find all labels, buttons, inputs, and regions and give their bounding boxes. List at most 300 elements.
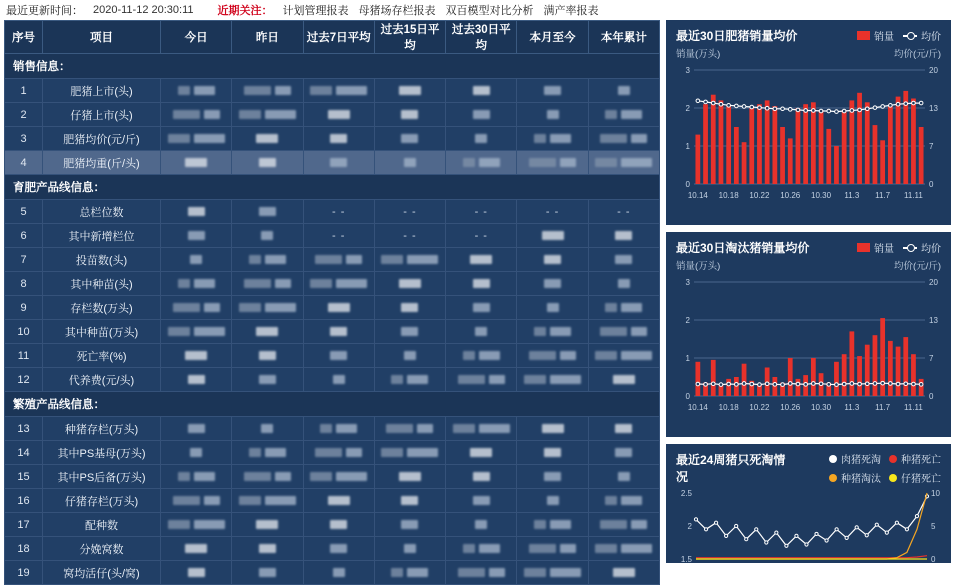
redacted-value [550,327,571,336]
link-sow-farm-report[interactable]: 母猪场存栏报表 [358,5,436,17]
row-value-cell [232,248,303,272]
redacted-value [544,86,561,95]
svg-text:1: 1 [685,354,690,363]
chart2-legend-price[interactable] [903,240,941,255]
row-label: 种猪存栏(万头) [43,417,161,441]
redacted-value [168,134,190,143]
row-value-cell [446,151,517,175]
redacted-value [560,544,576,553]
row-index: 14 [5,441,43,465]
redacted-value [275,86,291,95]
row-value-cell [517,561,588,585]
row-value-cell [588,417,659,441]
redacted-value [458,568,485,577]
col-avg15[interactable]: 过去15日平均 [374,21,445,54]
redacted-value [529,544,556,553]
row-value-cell [161,320,232,344]
redacted-value [399,279,421,288]
redacted-value [613,375,635,384]
row-label: 代养费(元/头) [43,368,161,392]
redacted-value [261,231,273,240]
row-value-cell [517,441,588,465]
row-value-cell [303,537,374,561]
table-row[interactable] [5,513,660,537]
table-header [5,21,660,54]
table-row[interactable] [5,224,660,248]
row-index: 6 [5,224,43,248]
redacted-value [265,448,286,457]
table-section-title: 繁殖产品线信息： [5,392,660,417]
redacted-value [185,544,207,553]
chart1-header [666,20,951,46]
svg-text:2: 2 [687,522,692,531]
row-label: 配种数 [43,513,161,537]
redacted-value [399,472,421,481]
row-value-cell [232,513,303,537]
table-row[interactable] [5,344,660,368]
link-capacity-report[interactable]: 满产率报表 [543,5,599,17]
row-label: 肥猪上市(头) [43,79,161,103]
row-value-cell [588,561,659,585]
row-value-cell [303,296,374,320]
row-value-cell [588,103,659,127]
redacted-value [194,134,225,143]
redacted-value [595,544,617,553]
table-row[interactable] [5,296,660,320]
svg-text:2: 2 [685,104,690,113]
redacted-value [473,303,490,312]
line-swatch-icon [903,35,917,37]
table-row[interactable] [5,151,660,175]
row-value-cell [517,151,588,175]
table-row[interactable] [5,103,660,127]
col-year-to-date[interactable]: 本年累计 [588,21,659,54]
redacted-value [310,86,332,95]
chart2-svg [672,274,945,414]
redacted-value [407,375,428,384]
row-label: 其中种苗(万头) [43,320,161,344]
row-value-cell [374,537,445,561]
row-value-cell: - - [303,200,374,224]
row-value-cell [161,489,232,513]
redacted-value [473,110,490,119]
redacted-value [328,110,350,119]
redacted-value [194,327,225,336]
redacted-value [605,110,617,119]
row-value-cell [374,248,445,272]
row-value-cell [161,151,232,175]
row-value-cell [446,248,517,272]
redacted-value [479,158,500,167]
chart-card-pig-death-rate [666,444,951,563]
table-row[interactable] [5,320,660,344]
row-value-cell [303,272,374,296]
redacted-value [605,496,617,505]
row-value-cell [588,224,659,248]
redacted-value [473,86,490,95]
redacted-value [336,279,367,288]
chart3-title: 最近24周猪只死淘情况 [676,453,786,484]
row-value-cell [446,513,517,537]
row-value-cell [517,320,588,344]
redacted-value [204,110,220,119]
row-value-cell [303,513,374,537]
row-value-cell [446,368,517,392]
row-value-cell [232,441,303,465]
row-value-cell [517,465,588,489]
chart3-legend-meat-death-label: 肉猪死淘 [841,455,881,466]
chart3-legend-meat-death[interactable] [829,451,881,466]
row-value-cell [161,103,232,127]
row-value-cell [517,417,588,441]
table-row[interactable] [5,417,660,441]
metrics-table [4,20,660,585]
row-value-cell [517,248,588,272]
row-value-cell: - - [446,224,517,248]
table-row[interactable] [5,200,660,224]
redacted-value [244,279,271,288]
chart3-legend-breed-cull[interactable] [829,470,881,485]
row-index: 18 [5,537,43,561]
redacted-value [330,158,347,167]
row-value-cell [374,127,445,151]
row-value-cell [303,79,374,103]
redacted-value [328,496,350,505]
row-value-cell [232,417,303,441]
row-value-cell: - - [374,200,445,224]
row-value-cell [374,272,445,296]
update-time-value: 2020-11-12 20:30:11 [93,4,194,16]
chart3-legend-breed-death[interactable] [889,451,941,466]
redacted-value [239,496,261,505]
col-index[interactable]: 序号 [5,21,43,54]
row-value-cell [374,561,445,585]
row-value-cell [303,441,374,465]
redacted-value [386,424,413,433]
table-row[interactable] [5,489,660,513]
row-value-cell [161,417,232,441]
redacted-value [265,110,296,119]
redacted-value [473,496,490,505]
redacted-value [259,544,276,553]
redacted-value [401,520,418,529]
row-value-cell [374,489,445,513]
redacted-value [544,255,561,264]
table-row[interactable] [5,368,660,392]
row-value-cell [588,320,659,344]
redacted-value [550,375,581,384]
row-value-cell [374,344,445,368]
dot-swatch-icon [889,474,897,482]
svg-text:10.22: 10.22 [749,191,770,200]
row-value-cell [303,248,374,272]
redacted-value [470,255,492,264]
redacted-value [381,255,403,264]
redacted-value [534,520,546,529]
chart1-plot[interactable] [666,60,951,206]
redacted-value [265,255,286,264]
svg-text:7: 7 [929,142,934,151]
dot-swatch-icon [829,474,837,482]
chart2-legend-volume-label: 销量 [874,244,894,255]
chart1-legend-volume-label: 销量 [874,32,894,43]
redacted-value [615,448,632,457]
table-row[interactable] [5,537,660,561]
row-value-cell [374,79,445,103]
redacted-value [479,351,500,360]
redacted-value [605,303,617,312]
dot-swatch-icon [889,455,897,463]
table-row[interactable] [5,465,660,489]
row-value-cell [303,417,374,441]
redacted-value [534,327,546,336]
redacted-value [346,255,362,264]
redacted-value [391,568,403,577]
chart1-axis-titles [666,46,951,60]
redacted-value [560,351,576,360]
redacted-value [399,86,421,95]
redacted-value [479,424,510,433]
redacted-value [188,568,205,577]
redacted-value [330,327,347,336]
svg-text:13: 13 [929,316,938,325]
redacted-value [547,496,559,505]
svg-text:10.30: 10.30 [811,191,832,200]
row-index: 3 [5,127,43,151]
table-section-title: 育肥产品线信息： [5,175,660,200]
col-item[interactable]: 项目 [43,21,161,54]
redacted-value [534,134,546,143]
chart1-legend-price[interactable] [903,28,941,43]
svg-text:10.14: 10.14 [687,191,708,200]
link-plan-report[interactable]: 计划管理报表 [282,5,349,17]
col-today[interactable]: 今日 [161,21,232,54]
redacted-value [194,86,215,95]
row-value-cell [446,272,517,296]
row-value-cell [374,513,445,537]
row-value-cell [161,465,232,489]
metrics-table-pane[interactable] [4,20,660,580]
svg-text:0: 0 [929,392,934,401]
redacted-value [544,472,561,481]
svg-text:10.18: 10.18 [718,191,739,200]
redacted-value [621,351,652,360]
dot-swatch-icon [829,455,837,463]
redacted-value [618,472,630,481]
row-value-cell [517,489,588,513]
redacted-value [194,279,215,288]
row-index: 19 [5,561,43,585]
row-value-cell [374,368,445,392]
svg-text:2: 2 [685,316,690,325]
svg-text:13: 13 [929,104,938,113]
redacted-value [194,520,225,529]
row-label: 仔猪存栏(万头) [43,489,161,513]
redacted-value [185,351,207,360]
redacted-value [475,520,487,529]
table-section-header [5,392,660,417]
row-value-cell: - - [303,224,374,248]
row-value-cell [374,296,445,320]
redacted-value [453,424,475,433]
redacted-value [330,351,347,360]
table-row[interactable] [5,248,660,272]
table-section-header [5,54,660,79]
redacted-value [470,448,492,457]
chart-card-fat-pig-sales [666,20,951,225]
row-value-cell: - - [374,224,445,248]
redacted-value [550,134,571,143]
svg-text:10.26: 10.26 [780,191,801,200]
line-swatch-icon [903,247,917,249]
redacted-value [600,134,627,143]
row-index: 11 [5,344,43,368]
table-body [5,54,660,585]
chart3-svg [672,487,945,565]
svg-text:0: 0 [685,392,690,401]
chart3-legend [791,451,941,485]
redacted-value [524,568,546,577]
redacted-value [401,134,418,143]
row-index: 10 [5,320,43,344]
redacted-value [381,448,403,457]
bar-swatch-icon [857,31,870,40]
row-label: 其中PS基母(万头) [43,441,161,465]
redacted-value [336,424,357,433]
row-value-cell [232,537,303,561]
row-index: 16 [5,489,43,513]
row-label: 肥猪均重(斤/头) [43,151,161,175]
row-value-cell [517,537,588,561]
row-value-cell [232,489,303,513]
row-value-cell: - - [446,200,517,224]
redacted-value [249,255,261,264]
row-value-cell [588,272,659,296]
col-avg7[interactable]: 过去7日平均 [303,21,374,54]
redacted-value [529,351,556,360]
row-value-cell [517,103,588,127]
redacted-value [600,520,627,529]
svg-text:10.30: 10.30 [811,403,832,412]
row-value-cell [588,368,659,392]
row-value-cell [232,296,303,320]
chart3-legend-piglet-death-label: 仔猪死亡 [901,474,941,485]
col-month-to-date[interactable]: 本月至今 [517,21,588,54]
main-content [0,20,955,580]
redacted-value [178,279,190,288]
row-label: 存栏数(万头) [43,296,161,320]
row-value-cell [588,127,659,151]
table-row[interactable] [5,272,660,296]
row-index: 13 [5,417,43,441]
link-model-compare[interactable]: 双百模型对比分析 [445,5,534,17]
chart1-title: 最近30日肥猪销量均价 [676,29,798,43]
table-row[interactable] [5,561,660,585]
redacted-value [188,375,205,384]
redacted-value [479,544,500,553]
redacted-value [275,279,291,288]
redacted-value [330,134,347,143]
redacted-value [188,231,205,240]
redacted-value [615,255,632,264]
table-row[interactable] [5,79,660,103]
redacted-value [407,255,438,264]
row-value-cell [161,224,232,248]
col-yesterday[interactable]: 昨日 [232,21,303,54]
row-label: 窝均活仔(头/窝) [43,561,161,585]
redacted-value [547,303,559,312]
redacted-value [333,375,345,384]
row-value-cell [303,561,374,585]
row-index: 15 [5,465,43,489]
row-value-cell [517,368,588,392]
redacted-value [320,424,332,433]
redacted-value [188,424,205,433]
row-value-cell [446,127,517,151]
redacted-value [190,448,202,457]
svg-text:2.5: 2.5 [680,489,692,498]
col-avg30[interactable]: 过去30日平均 [446,21,517,54]
chart2-legend-volume[interactable] [857,240,894,255]
redacted-value [458,375,485,384]
row-value-cell [161,248,232,272]
redacted-value [336,472,367,481]
svg-text:11.3: 11.3 [844,403,860,412]
row-value-cell [161,513,232,537]
row-value-cell [161,441,232,465]
row-value-cell [588,79,659,103]
svg-text:1.5: 1.5 [680,555,692,564]
row-value-cell [232,151,303,175]
redacted-value [330,520,347,529]
redacted-value [407,448,438,457]
redacted-value [595,351,617,360]
svg-text:20: 20 [929,278,938,287]
chart2-ylabel-left: 销量(万头) [676,261,721,272]
row-label: 其中新增栏位 [43,224,161,248]
chart3-plot[interactable] [666,487,951,569]
svg-text:3: 3 [685,278,690,287]
row-value-cell [374,320,445,344]
row-index: 17 [5,513,43,537]
chart2-axis-titles [666,258,951,272]
redacted-value [259,207,276,216]
chart2-legend [857,240,941,255]
svg-text:10.18: 10.18 [718,403,739,412]
redacted-value [190,255,202,264]
chart3-legend-piglet-death[interactable] [889,470,941,485]
chart2-plot[interactable] [666,272,951,418]
svg-text:1: 1 [685,142,690,151]
svg-text:20: 20 [929,66,938,75]
redacted-value [204,303,220,312]
table-row[interactable] [5,127,660,151]
row-value-cell [446,537,517,561]
row-label: 肥猪均价(元/斤) [43,127,161,151]
row-value-cell [374,465,445,489]
row-value-cell [161,200,232,224]
row-value-cell [232,272,303,296]
row-value-cell [517,513,588,537]
svg-text:10.22: 10.22 [749,403,770,412]
row-value-cell [517,224,588,248]
redacted-value [401,303,418,312]
svg-text:11.7: 11.7 [875,403,891,412]
redacted-value [473,472,490,481]
redacted-value [618,279,630,288]
chart1-legend-volume[interactable] [857,28,894,43]
table-row[interactable] [5,441,660,465]
